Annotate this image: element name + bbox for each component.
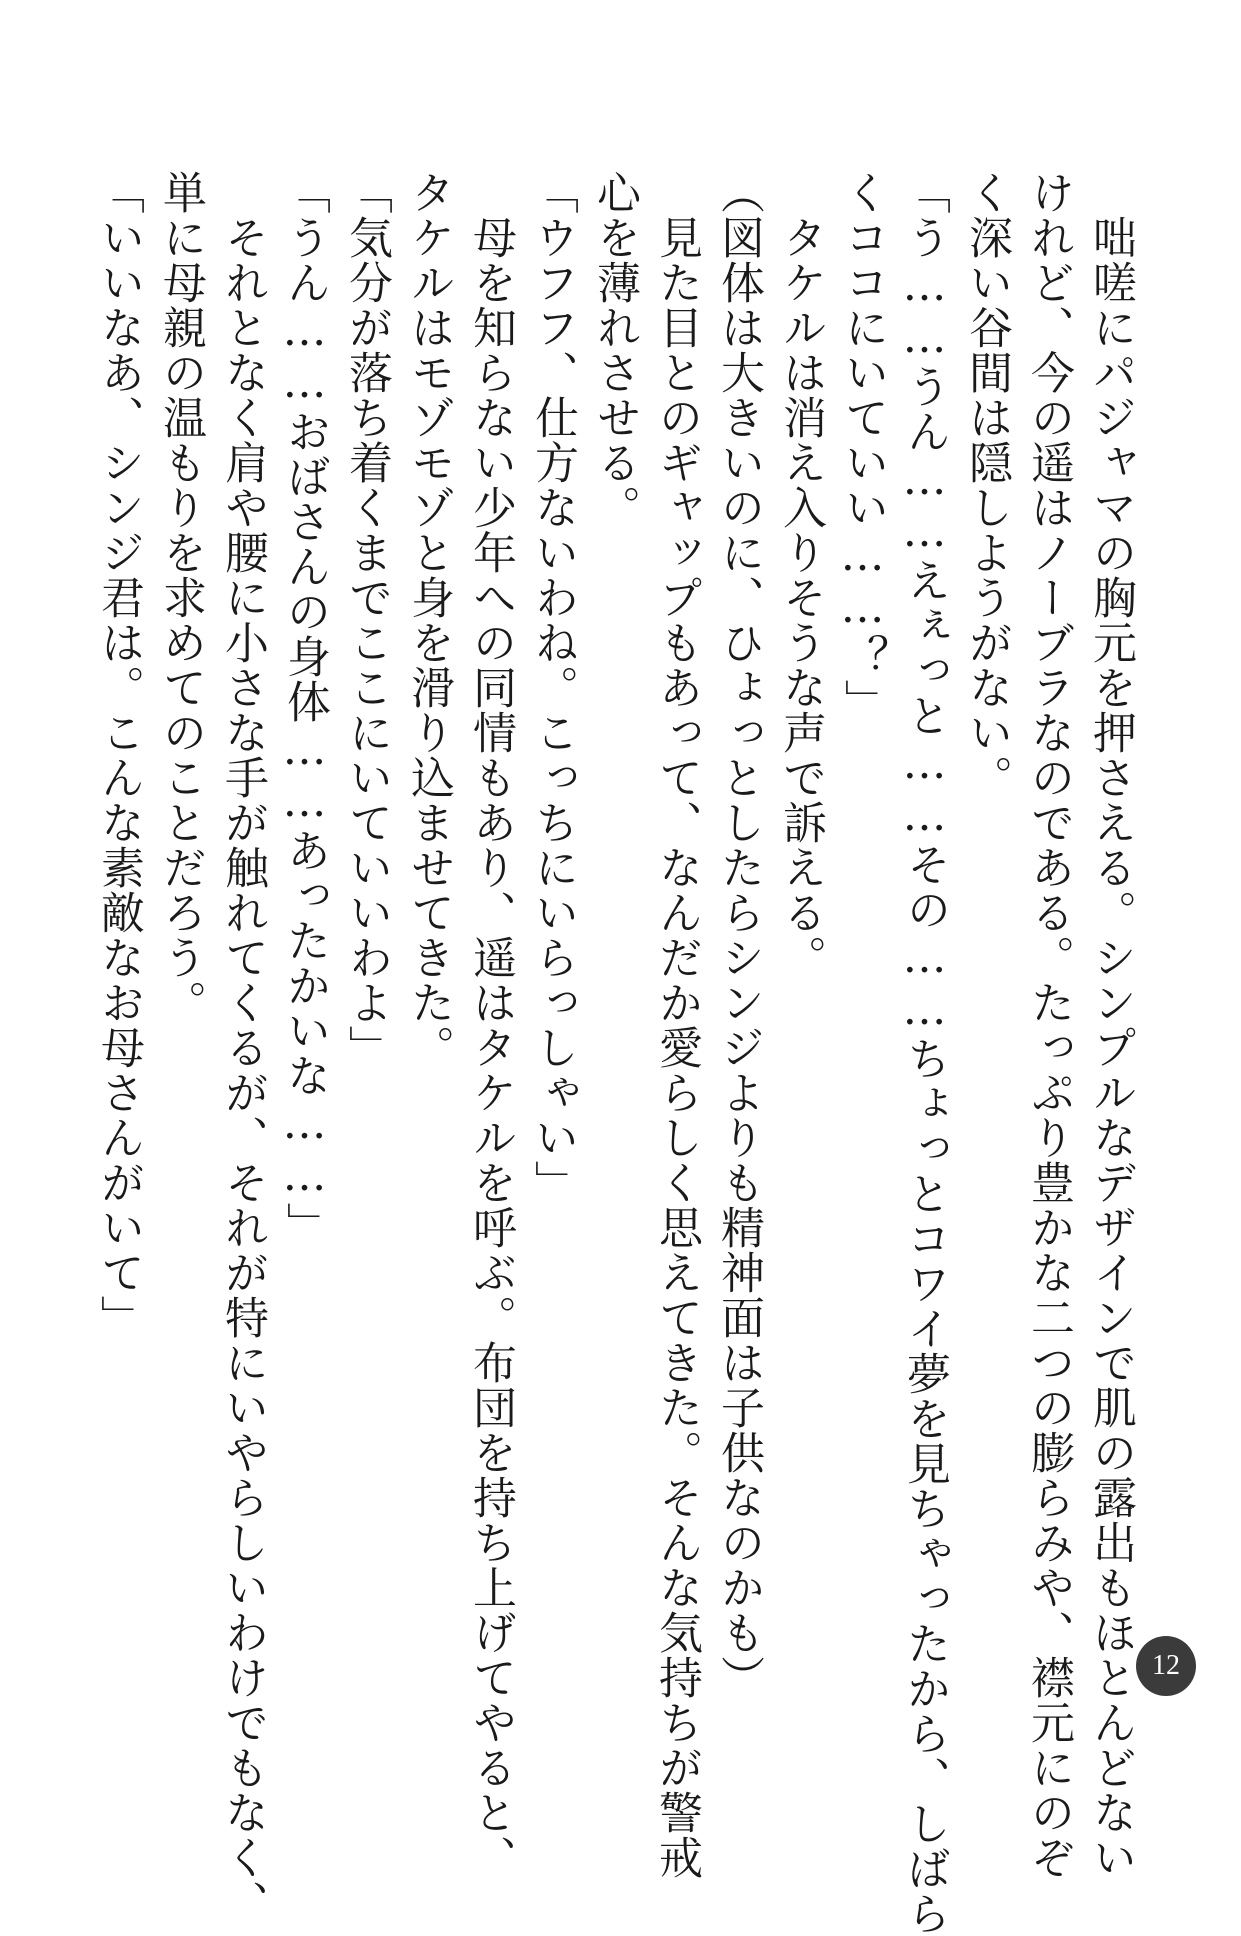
text-line: 母を知らない少年への同情もあり、遥はタケルを呼ぶ。布団を持ち上げてやると、	[465, 170, 516, 1880]
text-line: く深い谷間は隠しようがない。	[961, 170, 1012, 800]
text-line: それとなく肩や腰に小さな手が触れてくるが、それが特にいやらしいわけでもなく、	[217, 170, 268, 1925]
text-line: 咄嗟にパジャマの胸元を押さえる。シンプルなデザインで肌の露出もほとんどない	[1085, 170, 1136, 1880]
text-line: 「ウフフ、仕方ないわね。こっちにいらっしゃい」	[527, 170, 578, 1205]
text-line: （図体は大きいのに、ひょっとしたらシンジよりも精神面は子供なのかも）	[713, 170, 764, 1700]
text-line: 見た目とのギャップもあって、なんだか愛らしく思えてきた。そんな気持ちが警戒	[651, 170, 702, 1880]
text-line: 心を薄れさせる。	[589, 170, 640, 530]
page-number-badge: 12	[1136, 1636, 1196, 1696]
text-line: けれど、今の遥はノーブラなのである。たっぷり豊かな二つの膨らみや、襟元にのぞ	[1023, 170, 1074, 1880]
text-line: 「うん……おばさんの身体……あったかいな……」	[279, 170, 330, 1247]
text-line: タケルはモゾモゾと身を滑り込ませてきた。	[403, 170, 454, 1070]
text-line: タケルは消え入りそうな声で訴える。	[775, 170, 826, 980]
text-line: 単に母親の温もりを求めてのことだろう。	[155, 170, 206, 1025]
text-line: 「気分が落ち着くまでここにいていいわよ」	[341, 170, 392, 1070]
body-text	[93, 170, 1141, 1936]
text-line: 「う……うん……えぇっと……その……ちょっとコワイ夢を見ちゃったから、しばら	[899, 170, 950, 1936]
text-line: くココにいていい……？」	[837, 170, 888, 724]
text-line: 「いいなあ、シンジ君は。こんな素敵なお母さんがいて」	[93, 170, 144, 1340]
